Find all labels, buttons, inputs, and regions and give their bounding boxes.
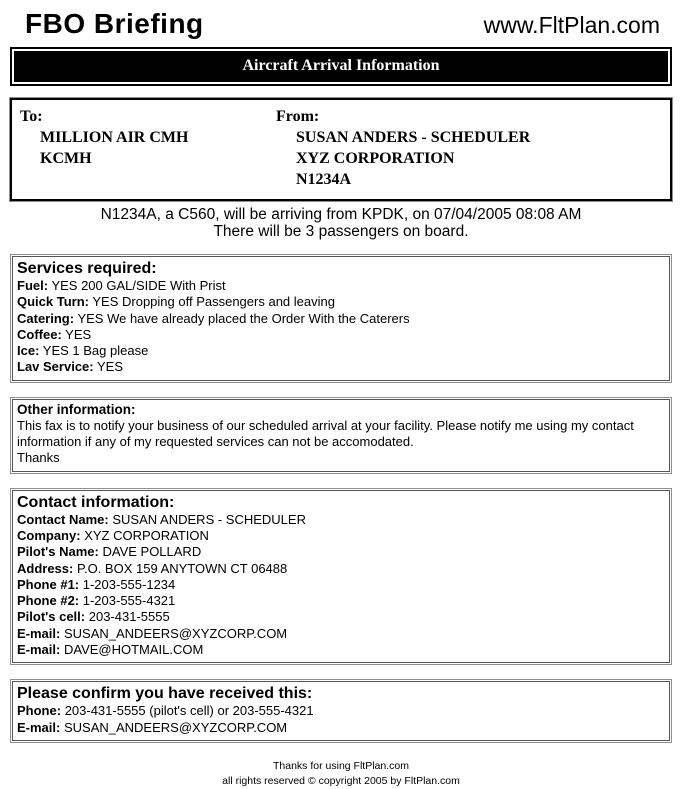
services-section-inner (12, 256, 670, 381)
contact-row-phone1 (17, 577, 663, 593)
service-row-coffee (17, 327, 663, 343)
service-label: Coffee: (17, 326, 62, 342)
service-value: YES (65, 326, 92, 342)
footer-line2: all rights reserved © copyright 2005 by FltPlan.com (222, 774, 460, 787)
arrival-summary (0, 206, 682, 240)
contact-value: SUSAN_ANDEERS@XYZCORP.COM (63, 625, 288, 641)
page-header (0, 0, 682, 44)
footer-line1: Thanks for using FltPlan.com (273, 759, 409, 772)
from-sender-name: SUSAN ANDERS - SCHEDULER (296, 129, 531, 146)
contact-label: E-mail: (17, 642, 61, 658)
contact-row-pilot-name (17, 544, 663, 560)
services-heading: Services required: (17, 260, 157, 277)
contact-value: 1-203-555-4321 (82, 593, 176, 609)
contact-value: 1-203-555-1234 (82, 576, 176, 592)
service-value: YES Dropping off Passengers and leaving (92, 294, 335, 310)
service-label: Quick Turn: (17, 294, 89, 310)
other-info-heading: Other information: (17, 401, 136, 417)
confirm-value: 203-431-5555 (pilot's cell) or 203-555-4321 (64, 703, 314, 719)
confirm-label: E-mail: (17, 719, 61, 735)
contact-section (10, 488, 672, 666)
contact-value: P.O. BOX 159 ANYTOWN CT 06488 (76, 560, 288, 576)
confirm-row-email (17, 720, 663, 736)
service-label: Lav Service: (17, 359, 94, 375)
contact-value: 203-431-5555 (88, 609, 170, 625)
confirm-section (10, 679, 672, 743)
arrival-line1: N1234A, a C560, will be arriving from KPDK, on 07/04/2005 08:08 AM (100, 206, 582, 223)
contact-label: Contact Name: (17, 511, 109, 527)
contact-label: Address: (17, 560, 74, 576)
contact-label: Pilot's cell: (17, 609, 86, 625)
contact-heading: Contact information: (17, 493, 175, 511)
other-info-section (10, 397, 672, 474)
confirm-row-phone (17, 703, 663, 719)
to-column (12, 106, 276, 190)
to-recipient-name: MILLION AIR CMH (40, 129, 189, 146)
service-row-quick-turn (17, 294, 663, 310)
contact-row-email2 (17, 642, 663, 658)
to-recipient-airport: KCMH (40, 150, 92, 167)
from-company: XYZ CORPORATION (296, 150, 455, 167)
contact-label: Company: (17, 527, 81, 543)
contact-label: Phone #2: (17, 593, 80, 609)
arrival-line2: There will be 3 passengers on board. (213, 223, 469, 240)
to-from-box (10, 98, 672, 201)
service-label: Ice: (17, 343, 40, 359)
confirm-section-inner (12, 681, 670, 741)
contact-row-company (17, 528, 663, 544)
contact-value: XYZ CORPORATION (84, 527, 209, 543)
service-row-ice (17, 343, 663, 359)
page-footer (0, 759, 682, 789)
contact-row-email1 (17, 626, 663, 642)
service-label: Catering: (17, 310, 75, 326)
service-value: YES 1 Bag please (42, 343, 149, 359)
page-title: FBO Briefing (25, 8, 204, 39)
confirm-value: SUSAN_ANDEERS@XYZCORP.COM (63, 719, 288, 735)
website-link[interactable]: www.FltPlan.com (483, 12, 660, 38)
other-info-body: This fax is to notify your business of our scheduled arrival at your facility. Please notify me using my contact information if any of my requested services can not be accomodated. (17, 417, 634, 450)
contact-row-name (17, 512, 663, 528)
contact-row-phone2 (17, 593, 663, 609)
contact-value: DAVE POLLARD (102, 544, 202, 560)
from-label: From: (276, 108, 320, 125)
service-value: YES We have already placed the Order With the Caterers (77, 310, 410, 326)
service-value: YES (97, 359, 124, 375)
contact-row-address (17, 561, 663, 577)
contact-section-inner (12, 490, 670, 664)
banner-title: Aircraft Arrival Information (14, 51, 668, 82)
other-info-closing: Thanks (17, 450, 60, 466)
from-tail-number: N1234A (296, 171, 352, 188)
services-section (10, 254, 672, 383)
contact-row-pilot-cell (17, 609, 663, 625)
banner (10, 47, 672, 86)
contact-label: E-mail: (17, 625, 61, 641)
contact-value: DAVE@HOTMAIL.COM (63, 642, 204, 658)
service-row-fuel (17, 278, 663, 294)
service-value: YES 200 GAL/SIDE With Prist (51, 278, 226, 293)
other-info-section-inner (12, 399, 670, 472)
confirm-label: Phone: (17, 703, 62, 719)
service-row-catering (17, 311, 663, 327)
to-label: To: (20, 108, 43, 125)
contact-label: Phone #1: (17, 576, 80, 592)
service-row-lav (17, 359, 663, 375)
service-label: Fuel: (17, 278, 49, 293)
confirm-heading: Please confirm you have received this: (17, 685, 313, 703)
contact-label: Pilot's Name: (17, 544, 99, 560)
contact-value: SUSAN ANDERS - SCHEDULER (112, 511, 306, 527)
from-column (276, 106, 670, 190)
